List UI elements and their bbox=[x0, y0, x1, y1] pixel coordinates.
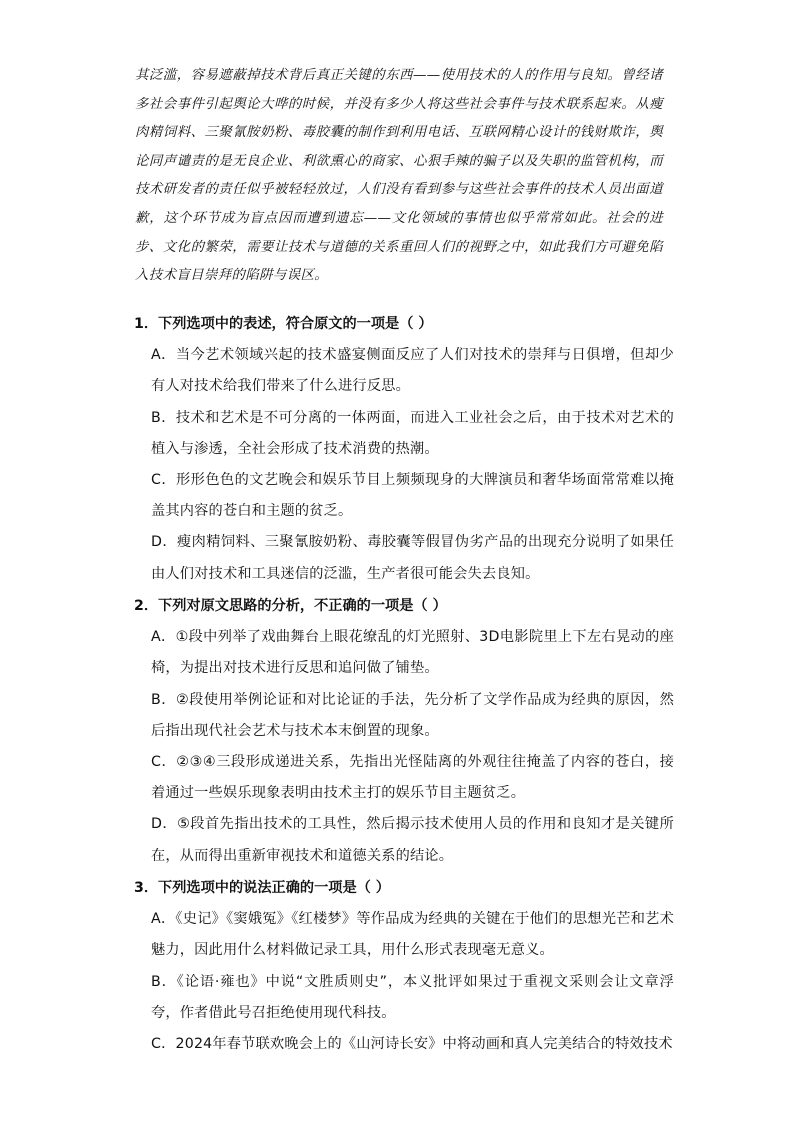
option-b: B．技术和艺术是不可分离的一体两面，而进入工业社会之后，由于技术对艺术的植入与渗透，全社会形成了技术消费的热潮。 bbox=[151, 409, 674, 457]
option-d: D．⑤段首先指出技术的工具性，然后揭示技术使用人员的作用和良知才是关键所在，从而得出重新审视技术和道德关系的结论。 bbox=[151, 816, 674, 864]
question-stem: 1．下列选项中的表述，符合原文的一项是（ ） bbox=[134, 316, 433, 332]
passage-text: 其泛滥，容易遮蔽掉技术背后真正关键的东西——使用技术的人的作用与良知。曾经诸多社会事件引起舆论大哗的时候，并没有多少人将这些社会事件与技术联系起来。从瘦肉精饲料、三聚氰胺奶粉、毒胶囊的制作到利用电话、互联网精心设计的钱财欺诈，舆论同声谴责的是无良企业、利欲熏心的商家、心狠手辣的骗子以及失职的监管机构，而技术研发者的责任似乎被轻轻放过，人们没有看到参与这些社会事件的技术人员出面道歉，这个环节成为盲点因而遭到遗忘——文化领域的事情也似乎常常如此。社会的进步、文化的繁荣，需要让技术与道德的关系重回人们的视野之中，如此我们方可避免陷入技术盲目崇拜的陷阱与误区。 bbox=[135, 68, 663, 284]
option-c: C．形形色色的文艺晚会和娱乐节目上频频现身的大牌演员和奢华场面常常难以掩盖其内容的苍白和主题的贫乏。 bbox=[151, 472, 674, 520]
option-d: D．瘦肉精饲料、三聚氰胺奶粉、毒胶囊等假冒伪劣产品的出现充分说明了如果任由人们对技术和工具迷信的泛滥，生产者很可能会失去良知。 bbox=[151, 534, 674, 582]
option-c: C．②③④三段形成递进关系，先指出光怪陆离的外观往往掩盖了内容的苍白，接着通过一些娱乐现象表明由技术主打的娱乐节目主题贫乏。 bbox=[151, 754, 674, 802]
question-2 bbox=[134, 591, 674, 872]
question-1 bbox=[134, 309, 674, 590]
option-a: A．①段中列举了戏曲舞台上眼花缭乱的灯光照射、3D电影院里上下左右晃动的座椅，为提出对技术进行反思和追问做了铺垫。 bbox=[151, 629, 674, 677]
option-a: A．当今艺术领域兴起的技术盛宴侧面反应了人们对技术的崇拜与日俱增，但却少有人对技术给我们带来了什么进行反思。 bbox=[151, 347, 674, 395]
question-stem: 3．下列选项中的说法正确的一项是（ ） bbox=[134, 880, 390, 896]
question-3 bbox=[134, 873, 674, 1060]
option-a: A．《史记》《窦娥冤》《红楼梦》等作品成为经典的关键在于他们的思想光芒和艺术魅力，因此用什么材料做记录工具，用什么形式表现毫无意义。 bbox=[151, 911, 674, 959]
option-b: B．《论语·雍也》中说“文胜质则史”，本义批评如果过于重视文采则会让文章浮夸，作者借此号召拒绝使用现代科技。 bbox=[151, 973, 674, 1021]
option-b: B．②段使用举例论证和对比论证的手法，先分析了文学作品成为经典的原因，然后指出现代社会艺术与技术本末倒置的现象。 bbox=[151, 691, 674, 739]
option-c: C．2024年春节联欢晚会上的《山河诗长安》中将动画和真人完美结合的特效技术 bbox=[151, 1036, 673, 1053]
question-stem: 2．下列对原文思路的分析，不正确的一项是（ ） bbox=[134, 598, 447, 614]
